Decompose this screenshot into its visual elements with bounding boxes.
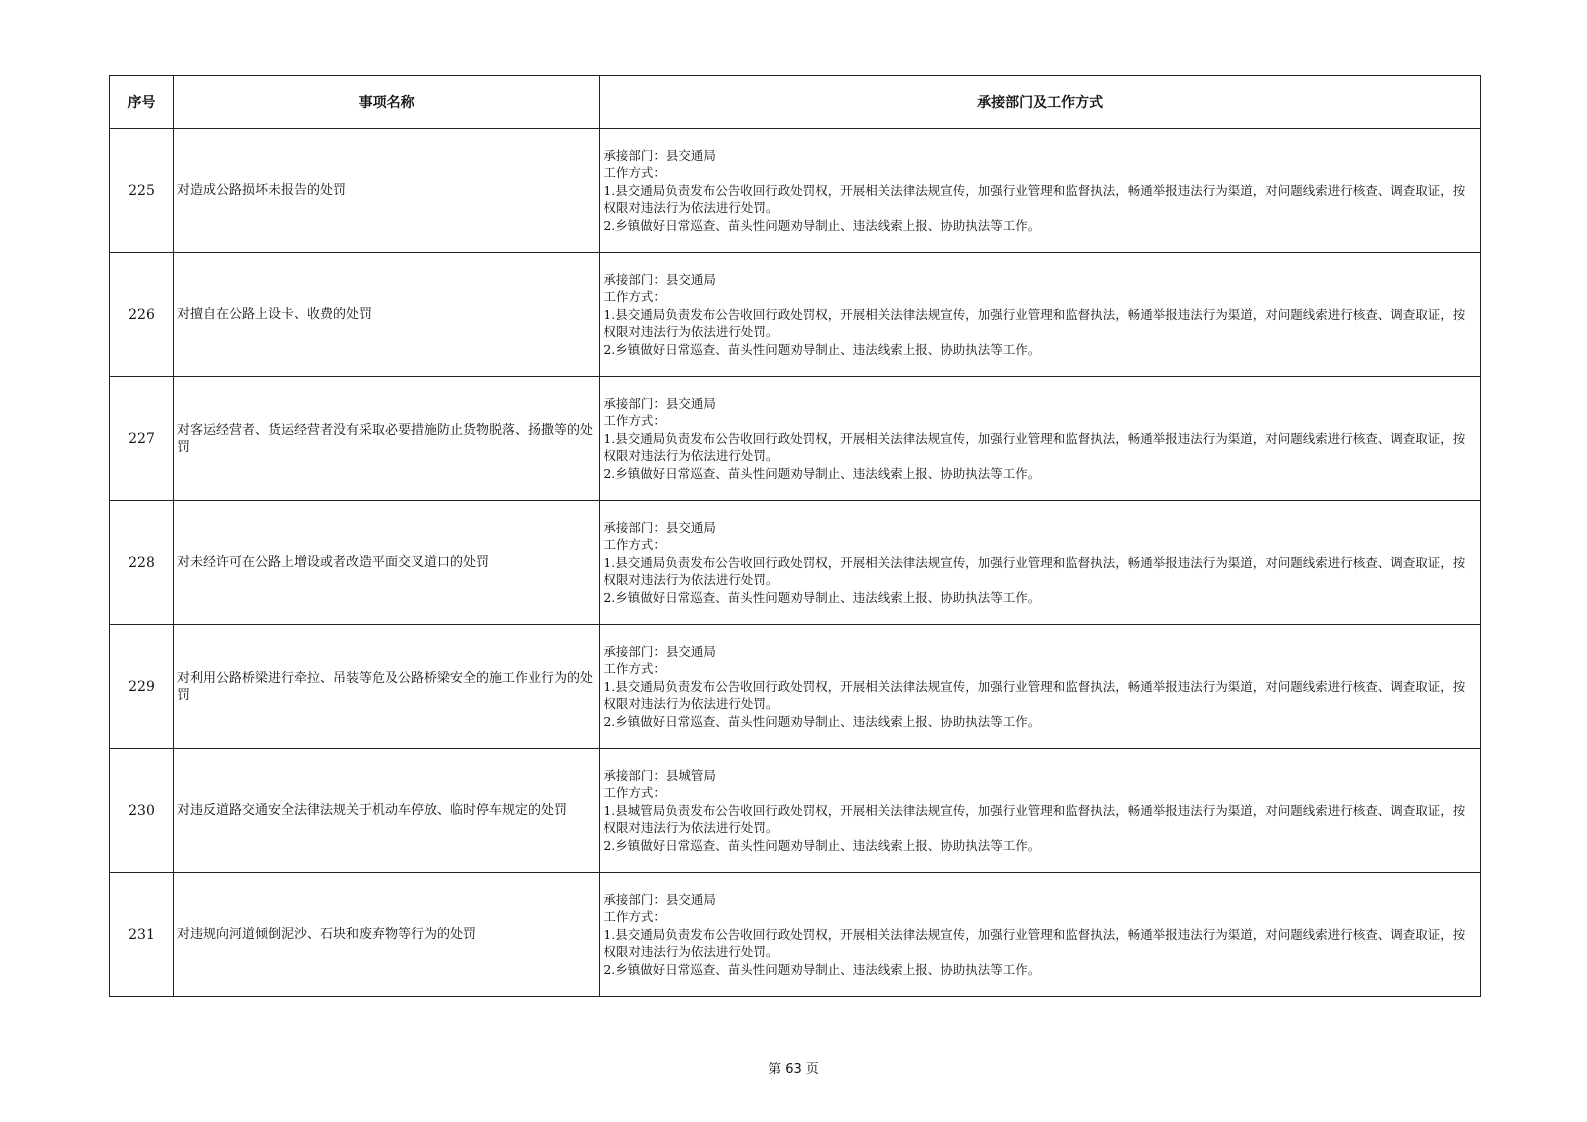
row-department-method xyxy=(600,625,1481,749)
method-item-2: 2.乡镇做好日常巡查、苗头性问题劝导制止、违法线索上报、协助执法等工作。 xyxy=(603,465,1041,481)
row-matter-name: 对违反道路交通安全法律法规关于机动车停放、临时停车规定的处罚 xyxy=(174,749,600,873)
header-matter-name: 事项名称 xyxy=(174,76,600,129)
method-item-2: 2.乡镇做好日常巡查、苗头性问题劝导制止、违法线索上报、协助执法等工作。 xyxy=(603,837,1041,853)
table-row xyxy=(110,873,1481,997)
row-serial-number: 230 xyxy=(110,749,174,873)
row-matter-name: 对利用公路桥梁进行牵拉、吊装等危及公路桥梁安全的施工作业行为的处罚 xyxy=(174,625,600,749)
row-department-method xyxy=(600,377,1481,501)
department-line: 承接部门：县城管局 xyxy=(603,767,716,783)
method-item-1: 1.县交通局负责发布公告收回行政处罚权，开展相关法律法规宣传，加强行业管理和监督执法，畅通举报违法行为渠道，对问题线索进行核查、调查取证，按权限对违法行为依法进行处罚。 xyxy=(603,306,1466,340)
department-line: 承接部门：县交通局 xyxy=(603,891,716,907)
method-label: 工作方式： xyxy=(603,289,666,305)
department-line: 承接部门：县交通局 xyxy=(603,643,716,659)
header-department-method: 承接部门及工作方式 xyxy=(600,76,1481,129)
method-item-1: 1.县交通局负责发布公告收回行政处罚权，开展相关法律法规宣传，加强行业管理和监督执法，畅通举报违法行为渠道，对问题线索进行核查、调查取证，按权限对违法行为依法进行处罚。 xyxy=(603,430,1466,464)
row-department-method xyxy=(600,873,1481,997)
method-item-1: 1.县交通局负责发布公告收回行政处罚权，开展相关法律法规宣传，加强行业管理和监督执法，畅通举报违法行为渠道，对问题线索进行核查、调查取证，按权限对违法行为依法进行处罚。 xyxy=(603,182,1466,216)
method-label: 工作方式： xyxy=(603,909,666,925)
header-serial-number: 序号 xyxy=(110,76,174,129)
table-row xyxy=(110,501,1481,625)
row-department-method xyxy=(600,253,1481,377)
table-row xyxy=(110,625,1481,749)
method-item-2: 2.乡镇做好日常巡查、苗头性问题劝导制止、违法线索上报、协助执法等工作。 xyxy=(603,589,1041,605)
method-item-1: 1.县交通局负责发布公告收回行政处罚权，开展相关法律法规宣传，加强行业管理和监督执法，畅通举报违法行为渠道，对问题线索进行核查、调查取证，按权限对违法行为依法进行处罚。 xyxy=(603,926,1466,960)
row-matter-name: 对擅自在公路上设卡、收费的处罚 xyxy=(174,253,600,377)
method-item-1: 1.县城管局负责发布公告收回行政处罚权，开展相关法律法规宣传，加强行业管理和监督执法，畅通举报违法行为渠道，对问题线索进行核查、调查取证，按权限对违法行为依法进行处罚。 xyxy=(603,802,1466,836)
row-serial-number: 228 xyxy=(110,501,174,625)
row-serial-number: 227 xyxy=(110,377,174,501)
row-serial-number: 231 xyxy=(110,873,174,997)
row-serial-number: 226 xyxy=(110,253,174,377)
method-item-2: 2.乡镇做好日常巡查、苗头性问题劝导制止、违法线索上报、协助执法等工作。 xyxy=(603,961,1041,977)
row-matter-name: 对造成公路损坏未报告的处罚 xyxy=(174,129,600,253)
row-department-method xyxy=(600,501,1481,625)
method-label: 工作方式： xyxy=(603,165,666,181)
method-label: 工作方式： xyxy=(603,537,666,553)
department-line: 承接部门：县交通局 xyxy=(603,519,716,535)
table-row xyxy=(110,377,1481,501)
method-item-2: 2.乡镇做好日常巡查、苗头性问题劝导制止、违法线索上报、协助执法等工作。 xyxy=(603,713,1041,729)
department-line: 承接部门：县交通局 xyxy=(603,147,716,163)
method-item-2: 2.乡镇做好日常巡查、苗头性问题劝导制止、违法线索上报、协助执法等工作。 xyxy=(603,217,1041,233)
method-item-1: 1.县交通局负责发布公告收回行政处罚权，开展相关法律法规宣传，加强行业管理和监督执法，畅通举报违法行为渠道，对问题线索进行核查、调查取证，按权限对违法行为依法进行处罚。 xyxy=(603,554,1466,588)
method-item-2: 2.乡镇做好日常巡查、苗头性问题劝导制止、违法线索上报、协助执法等工作。 xyxy=(603,341,1041,357)
table-row xyxy=(110,129,1481,253)
row-matter-name: 对客运经营者、货运经营者没有采取必要措施防止货物脱落、扬撒等的处罚 xyxy=(174,377,600,501)
row-matter-name: 对未经许可在公路上增设或者改造平面交叉道口的处罚 xyxy=(174,501,600,625)
method-label: 工作方式： xyxy=(603,413,666,429)
matters-table xyxy=(109,75,1481,997)
table-row xyxy=(110,749,1481,873)
row-department-method xyxy=(600,749,1481,873)
row-matter-name: 对违规向河道倾倒泥沙、石块和废弃物等行为的处罚 xyxy=(174,873,600,997)
table-row xyxy=(110,253,1481,377)
page-number: 第 63 页 xyxy=(768,1062,819,1077)
row-department-method xyxy=(600,129,1481,253)
row-serial-number: 225 xyxy=(110,129,174,253)
department-line: 承接部门：县交通局 xyxy=(603,395,716,411)
department-line: 承接部门：县交通局 xyxy=(603,271,716,287)
row-serial-number: 229 xyxy=(110,625,174,749)
method-label: 工作方式： xyxy=(603,785,666,801)
table-header-row xyxy=(110,76,1481,129)
method-label: 工作方式： xyxy=(603,661,666,677)
method-item-1: 1.县交通局负责发布公告收回行政处罚权，开展相关法律法规宣传，加强行业管理和监督执法，畅通举报违法行为渠道，对问题线索进行核查、调查取证，按权限对违法行为依法进行处罚。 xyxy=(603,678,1466,712)
